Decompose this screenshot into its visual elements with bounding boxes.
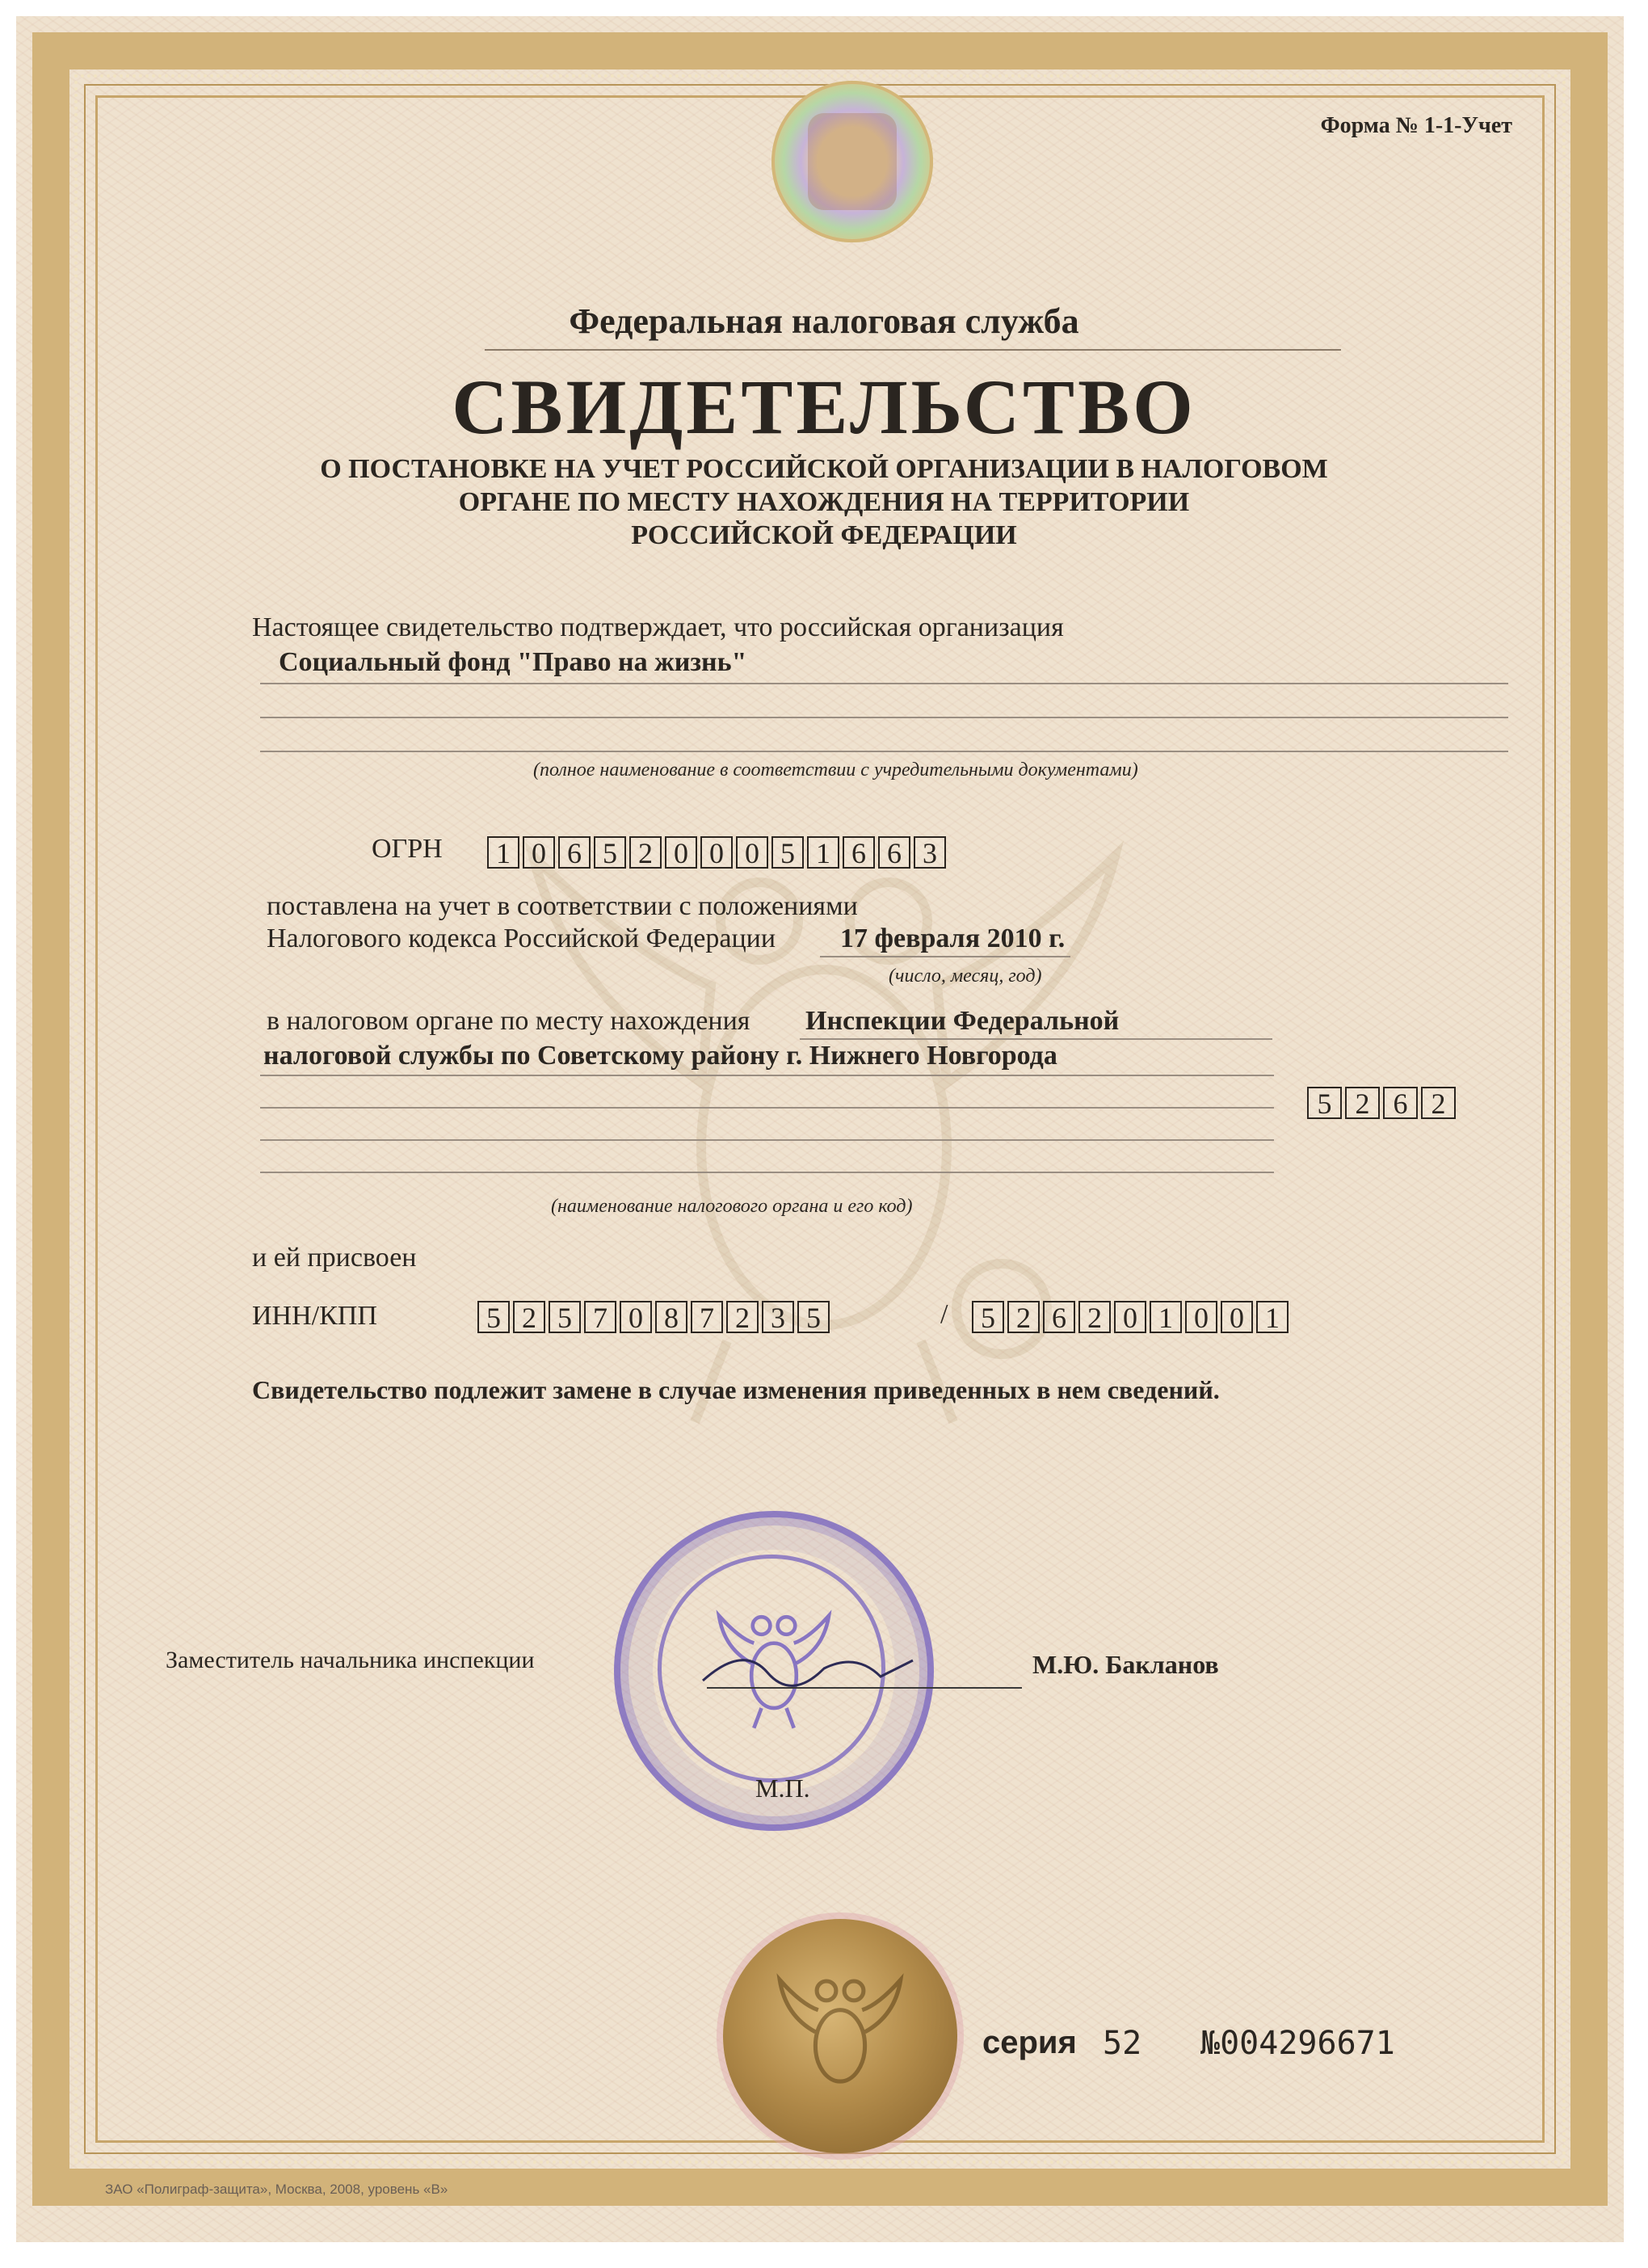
inn-digit: 5 — [477, 1301, 510, 1333]
stamp-place: М.П. — [755, 1774, 810, 1803]
signer-name: М.Ю. Бакланов — [1032, 1650, 1219, 1679]
assigned-text: и ей присвоен — [252, 1243, 417, 1273]
field-line — [260, 1172, 1274, 1173]
ogrn-digit: 6 — [558, 836, 591, 869]
inn-digit: 0 — [620, 1301, 652, 1333]
gold-seal — [723, 1919, 957, 2153]
authority-line-2: налоговой службы по Советскому району г. Нижнего Новгорода — [263, 1041, 1057, 1071]
kpp-digit: 2 — [1007, 1301, 1040, 1333]
kpp-digit: 2 — [1078, 1301, 1111, 1333]
registered-line-1: поставлена на учет в соответствии с положениями — [267, 891, 858, 921]
field-line — [260, 1107, 1274, 1109]
gold-seal-eagle-icon — [771, 1959, 909, 2113]
kpp-cells — [972, 1301, 1292, 1333]
authority-hint: (наименование налогового органа и его код) — [551, 1196, 913, 1217]
certificate-number: №004296671 — [1200, 2025, 1395, 2062]
inn-digit: 3 — [762, 1301, 794, 1333]
ogrn-digit: 0 — [736, 836, 768, 869]
code-digit: 5 — [1307, 1087, 1342, 1119]
signer-position: Заместитель начальника инспекции — [166, 1647, 535, 1673]
field-line — [800, 1038, 1272, 1040]
code-digit: 2 — [1345, 1087, 1380, 1119]
ogrn-cells — [487, 836, 949, 869]
kpp-digit: 1 — [1256, 1301, 1289, 1333]
ogrn-digit: 6 — [843, 836, 875, 869]
code-digit: 2 — [1421, 1087, 1456, 1119]
series-label: серия — [982, 2025, 1077, 2060]
inn-digit: 5 — [797, 1301, 830, 1333]
ogrn-label: ОГРН — [372, 834, 443, 864]
authority-prefix: в налоговом органе по месту нахождения — [267, 1006, 750, 1036]
date-hint: (число, месяц, год) — [889, 966, 1042, 987]
hologram-emblem — [771, 81, 933, 242]
document-title: СВИДЕТЕЛЬСТВО — [452, 364, 1196, 450]
organization-name: Социальный фонд "Право на жизнь" — [279, 647, 747, 677]
ogrn-digit: 6 — [878, 836, 910, 869]
printer-note: ЗАО «Полиграф-защита», Москва, 2008, уровень «В» — [105, 2182, 448, 2197]
registration-date: 17 февраля 2010 г. — [840, 924, 1066, 953]
field-line — [260, 1139, 1274, 1141]
signature-line — [707, 1687, 1022, 1689]
field-line — [260, 1075, 1274, 1076]
code-digit: 6 — [1383, 1087, 1418, 1119]
registered-line-2: Налогового кодекса Российской Федерации — [267, 924, 776, 953]
ogrn-digit: 1 — [487, 836, 519, 869]
watermark-eagle-emblem — [501, 792, 1147, 1438]
authority-line-1: Инспекции Федеральной — [805, 1006, 1120, 1036]
issuing-agency: Федеральная налоговая служба — [569, 301, 1079, 341]
subtitle-line: РОССИЙСКОЙ ФЕДЕРАЦИИ — [631, 520, 1017, 550]
subtitle-line: ОРГАНЕ ПО МЕСТУ НАХОЖДЕНИЯ НА ТЕРРИТОРИИ — [458, 487, 1190, 517]
inn-kpp-separator: / — [940, 1299, 948, 1329]
inn-kpp-label: ИНН/КПП — [252, 1301, 377, 1331]
field-line — [260, 717, 1508, 718]
authority-code-cells — [1307, 1087, 1459, 1119]
ogrn-digit: 0 — [523, 836, 555, 869]
kpp-digit: 0 — [1114, 1301, 1146, 1333]
ogrn-digit: 1 — [807, 836, 839, 869]
field-line — [260, 751, 1508, 752]
field-line — [260, 683, 1508, 684]
inn-digit: 5 — [549, 1301, 581, 1333]
inn-cells — [477, 1301, 833, 1333]
inn-digit: 7 — [584, 1301, 616, 1333]
subtitle-line: О ПОСТАНОВКЕ НА УЧЕТ РОССИЙСКОЙ ОРГАНИЗАЦИИ В НАЛОГОВОМ — [320, 454, 1328, 484]
form-number: Форма № 1-1-Учет — [1320, 113, 1512, 138]
kpp-digit: 0 — [1221, 1301, 1253, 1333]
ogrn-digit: 5 — [771, 836, 804, 869]
confirms-text: Настоящее свидетельство подтверждает, что российская организация — [252, 612, 1064, 642]
kpp-digit: 0 — [1185, 1301, 1217, 1333]
name-hint: (полное наименование в соответствии с учредительными документами) — [533, 760, 1138, 781]
inn-digit: 7 — [691, 1301, 723, 1333]
ogrn-digit: 0 — [700, 836, 733, 869]
date-line — [820, 956, 1070, 957]
replacement-note: Свидетельство подлежит замене в случае изменения приведенных в нем сведений. — [252, 1375, 1220, 1404]
header-rule — [485, 349, 1341, 351]
inn-digit: 2 — [513, 1301, 545, 1333]
kpp-digit: 1 — [1150, 1301, 1182, 1333]
inn-digit: 8 — [655, 1301, 687, 1333]
document-subtitle — [0, 452, 1648, 552]
series-number: 52 — [1103, 2025, 1142, 2062]
ogrn-digit: 2 — [629, 836, 662, 869]
ogrn-digit: 0 — [665, 836, 697, 869]
ogrn-digit: 3 — [914, 836, 946, 869]
kpp-digit: 6 — [1043, 1301, 1075, 1333]
inn-digit: 2 — [726, 1301, 759, 1333]
handwritten-signature — [695, 1636, 921, 1701]
kpp-digit: 5 — [972, 1301, 1004, 1333]
ogrn-digit: 5 — [594, 836, 626, 869]
